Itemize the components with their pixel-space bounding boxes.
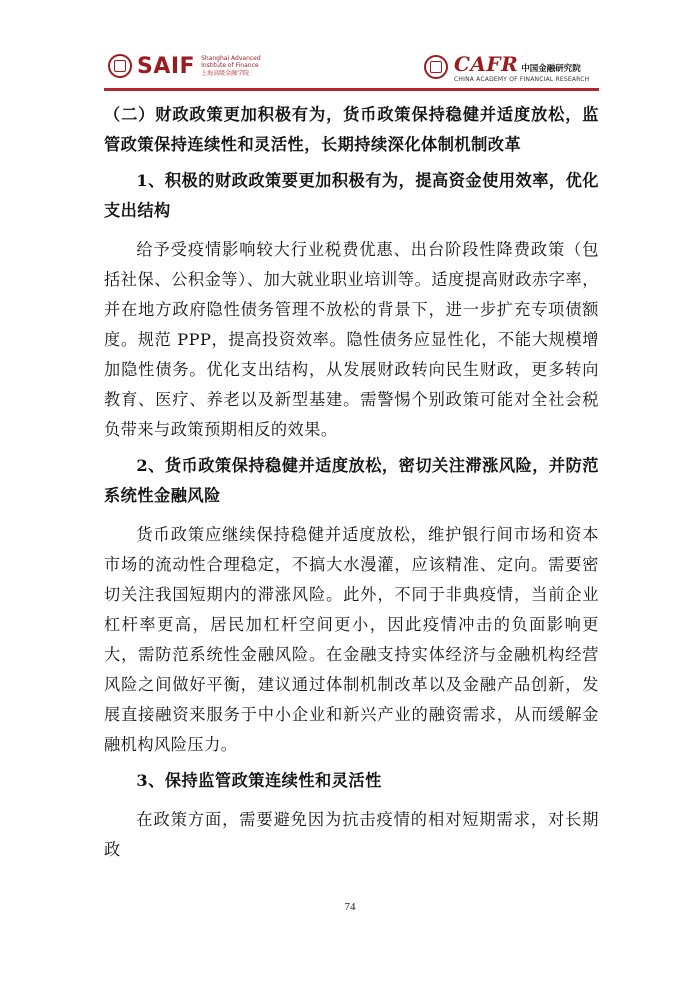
saif-subtitle: Shanghai Advanced Institute of Finance 上海高级金融学院 xyxy=(201,54,261,77)
cafr-chinese-name: 中国金融研究院 xyxy=(521,63,581,74)
cafr-english-name: CHINA ACADEMY OF FINANCIAL RESEARCH xyxy=(454,75,590,83)
subsection-1-heading: 1、积极的财政政策要更加积极有为，提高资金使用效率，优化支出结构 xyxy=(104,171,599,220)
cafr-seal-icon xyxy=(424,55,448,79)
subsection-1-paragraph: 给予受疫情影响较大行业税费优惠、出台阶段性降费政策（包括社保、公积金等）、加大就业职业培训等。适度提高财政赤字率，并在地方政府隐性债务管理不放松的背景下，进一步扩充专项债额度。规范 PPP，提高投资效率。隐性债务应显性化，不能大规模增加隐性债务。优化支出结构，从发展财政转向民生财政，更多转向教育、医疗、养老以及新型基建。需警惕个别政策可能对全社会税负带来与政策预期相反的效果。 xyxy=(104,240,599,439)
saif-logo xyxy=(108,48,261,84)
page-number: 74 xyxy=(344,901,356,913)
subsection-2-paragraph: 货币政策应继续保持稳健并适度放松，维护银行间市场和资本市场的流动性合理稳定，不搞大水漫灌，应该精准、定向。需要密切关注我国短期内的滞涨风险。此外，不同于非典疫情，当前企业杠杆率更高，居民加杠杆空间更小，因此疫情冲击的负面影响更大，需防范系统性金融风险。在金融支持实体经济与金融机构经营风险之间做好平衡，建议通过体制机制改革以及金融产品创新，发展直接融资来服务于中小企业和新兴产业的融资需求，从而缓解金融机构风险压力。 xyxy=(104,525,599,754)
saif-wordmark: SAIF xyxy=(137,53,196,79)
document-body xyxy=(104,100,599,865)
section-heading: （二）财政政策更加积极有为，货币政策保持稳健并适度放松，监管政策保持连续性和灵活性，长期持续深化体制机制改革 xyxy=(104,105,599,154)
subsection-3-heading: 3、保持监管政策连续性和灵活性 xyxy=(136,771,382,790)
saif-seal-icon xyxy=(108,54,132,78)
cafr-logo xyxy=(424,50,589,84)
subsection-2-heading: 2、货币政策保持稳健并适度放松，密切关注滞涨风险，并防范系统性金融风险 xyxy=(104,456,599,505)
cafr-wordmark: CAFR xyxy=(454,51,519,76)
subsection-3-paragraph: 在政策方面，需要避免因为抗击疫情的相对短期需求，对长期政 xyxy=(104,810,599,859)
header-divider xyxy=(104,88,599,91)
page-header xyxy=(0,0,700,90)
